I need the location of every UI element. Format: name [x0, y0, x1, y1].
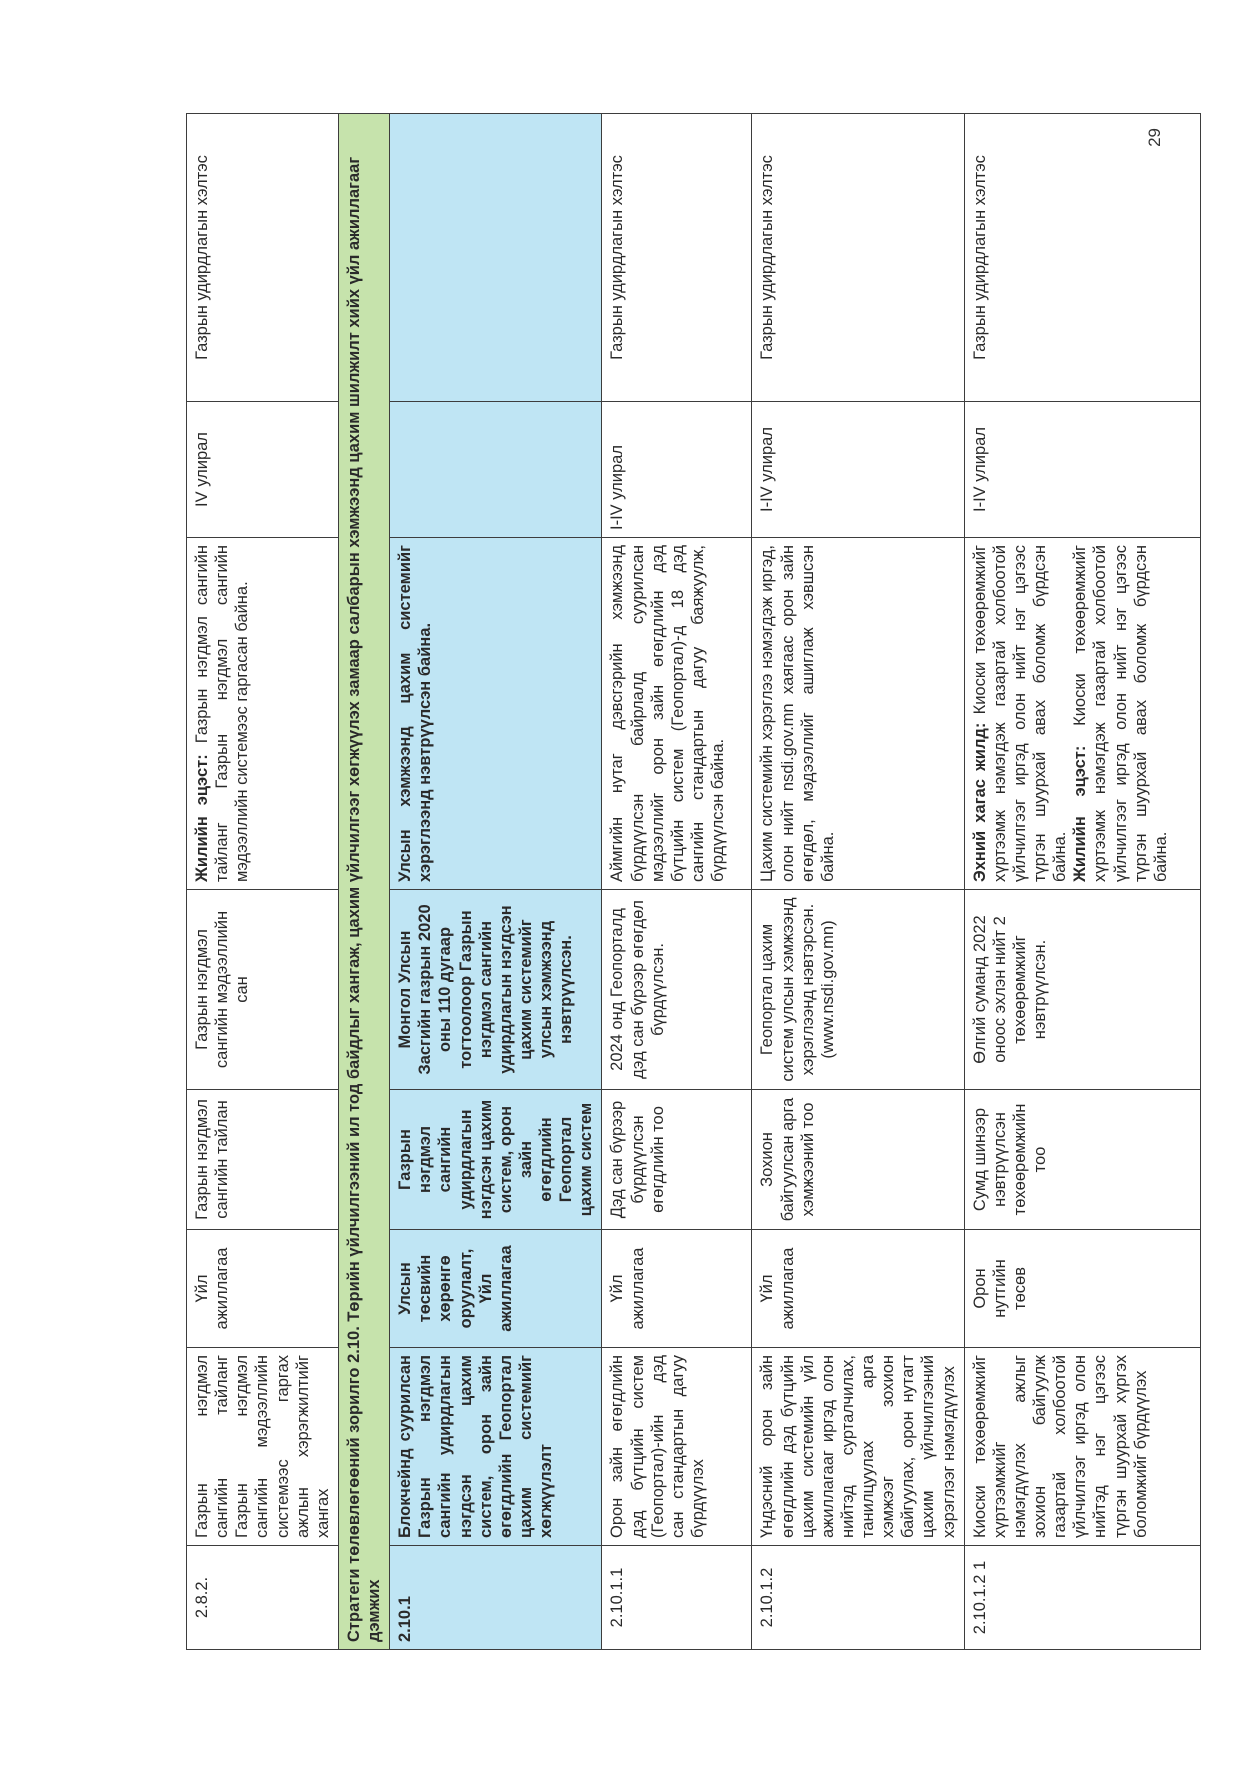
- table-row: [187, 114, 339, 1650]
- activity-cell: Блокчейнд суурилсан Газрын нэгдмэл сангийн удирдлагын нэгдсэн цахим систем, орон зайн өгөгдлийн Геопортал цахим системийг хөгжүүлэлт: [390, 1348, 602, 1546]
- activity-cell: Үндэсний орон зайн өгөгдлийн дэд бүтцийн цахим системийн үйл ажиллагааг иргэд олон нийтэд сурталчилах, танилцуулах арга хэмжээг зохион байгуулах, орон нутагт цахим үйлчилгээний хэрэглээг нэмэгдүүлэх: [752, 1348, 964, 1546]
- target-lead: Эхний хагас жилд:: [970, 722, 989, 882]
- source-cell: Орон нутгийн төсөв: [964, 1230, 1200, 1348]
- period-cell: I-IV улирал: [964, 402, 1200, 538]
- period-cell: I-IV улирал: [752, 402, 964, 538]
- goal-row: [338, 114, 389, 1650]
- action-plan-table: [186, 113, 1201, 1650]
- target-cell: Аймгийн нутаг дэвсгэрийн хэмжээнд бүрдүүлсэн байрлалд суурилсан мэдээллийг орон зайн өгөгдлийн дэд бүтцийн систем (Геопортал)-д 18 дэд сангийн стандартын дагуу баяжуулж, бүрдүүлсэн байна.: [602, 538, 752, 890]
- baseline-cell: Монгол Улсын Засгийн газрын 2020 оны 110 дугаар тогтоолоор Газрын нэгдмэл сангийн удирдлагын нэгдсэн цахим системийг улсын хэмжээнд нэвтрүүлсэн.: [390, 890, 602, 1090]
- responsible-cell: Газрын удирдлагын хэлтэс: [602, 114, 752, 402]
- source-cell: Үйл ажиллагаа: [187, 1230, 339, 1348]
- activity-cell: Орон зайн өгөгдлийн дэд бүтцийн систем (Геопортал)-ийн дэд сан стандартын дагуу бүрдүүлэх: [602, 1348, 752, 1546]
- row-id: 2.10.1.1: [602, 1546, 752, 1650]
- baseline-cell: Газрын нэгдмэл сангийн мэдээллийн сан: [187, 890, 339, 1090]
- period-cell: IV улирал: [187, 402, 339, 538]
- table-row: [964, 114, 1200, 1650]
- source-cell: Үйл ажиллагаа: [752, 1230, 964, 1348]
- target-cell: Цахим системийн хэрэглээ нэмэгдэж иргэд, олон нийт nsdi.gov.mn хаягаас орон зайн өгөгдөл, мэдээллийг ашиглаж хэвшсэн байна.: [752, 538, 964, 890]
- indicator-cell: Газрын нэгдмэл сангийн тайлан: [187, 1090, 339, 1230]
- row-id: 2.10.1: [390, 1546, 602, 1650]
- responsible-cell: Газрын удирдлагын хэлтэс: [752, 114, 964, 402]
- indicator-cell: Зохион байгуулсан арга хэмжээний тоо: [752, 1090, 964, 1230]
- target-lead: Жилийн эцэст:: [193, 754, 211, 882]
- baseline-cell: 2024 онд Геопорталд дэд сан бүрээр өгөгдөл бүрдүүлсэн.: [602, 890, 752, 1090]
- target-text: Газрын нэгдмэл сангийн тайланг Газрын нэгдмэл сангийн мэдээллийн системээс гаргасан байна.: [193, 545, 252, 882]
- rotated-page-content: [186, 114, 1240, 1650]
- row-id: 2.10.1.2 1: [964, 1546, 1200, 1650]
- goal-text: Стратеги төлөвлөгөөний зорилго 2.10. Төрийн үйлчилгээний ил тод байдлыг хангаж, цахим үйлчилгээг хөгжүүлэх замаар салбарын хэмжээнд цахим шилжилт хийх үйл ажиллагааг дэмжих: [338, 114, 389, 1650]
- row-id: 2.8.2.: [187, 1546, 339, 1650]
- table-row: [752, 114, 964, 1650]
- target-cell: [964, 538, 1200, 890]
- target-text: Киоски төхөөрөмжийг хүртээмж нэмэгдэж газартай холбоотой үйлчилгээг иргэд олон нийт нэг цэгээс түргэн шуурхай авах боломж бүрдсэн байна.: [970, 545, 1070, 882]
- highlight-row: [390, 114, 602, 1650]
- target-text-2: Киоски төхөөрөмжийг хүртээмж нэмэгдэж газартай холбоотой үйлчилгээг иргэд олон нийт нэг цэгээс түргэн шуурхай авах боломж бүрдсэн байна.: [1071, 545, 1170, 882]
- source-cell: Үйл ажиллагаа: [602, 1230, 752, 1348]
- period-cell: [390, 402, 602, 538]
- target-lead-2: Жилийн эцэст:: [1071, 745, 1090, 882]
- responsible-cell: Газрын удирдлагын хэлтэс: [964, 114, 1200, 402]
- source-cell: Улсын төсвийн хөрөнгө оруулалт, Үйл ажиллагаа: [390, 1230, 602, 1348]
- responsible-cell: [390, 114, 602, 402]
- table-row: [602, 114, 752, 1650]
- indicator-cell: Сумд шинээр нэвтрүүлсэн төхөөрөмжийн тоо: [964, 1090, 1200, 1230]
- baseline-cell: Геопортал цахим систем улсын хэмжээнд хэрэглээнд нэвтэрсэн. (www.nsdi.gov.mn): [752, 890, 964, 1090]
- activity-cell: Газрын нэгдмэл сангийн тайланг Газрын нэгдмэл сангийн мэдээллийн системээс гаргах ажлын хэрэгжилтийг хангах: [187, 1348, 339, 1546]
- page-number: 29: [1145, 128, 1164, 147]
- activity-cell: Киоски төхөөрөмжийг хүртээмжийг нэмэгдүүлэх ажлыг зохион байгуулж газартай холбоотой үйлчилгээг иргэд олон нийтэд нэг цэгээс түргэн шуурхай хүргэх боломжийг бүрдүүлэх: [964, 1348, 1200, 1546]
- indicator-cell: Газрын нэгдмэл сангийн удирдлагын нэгдсэн цахим систем, орон зайн өгөгдлийн Геопортал цахим систем: [390, 1090, 602, 1230]
- target-cell: Улсын хэмжээнд цахим системийг хэрэглээнд нэвтрүүлсэн байна.: [390, 538, 602, 890]
- row-id: 2.10.1.2: [752, 1546, 964, 1650]
- indicator-cell: Дэд сан бүрээр бүрдүүлсэн өгөгдлийн тоо: [602, 1090, 752, 1230]
- baseline-cell: Өлгий суманд 2022 оноос эхлэн нийт 2 төхөөрөмжийг нэвтрүүлсэн.: [964, 890, 1200, 1090]
- responsible-cell: Газрын удирдлагын хэлтэс: [187, 114, 339, 402]
- period-cell: I-IV улирал: [602, 402, 752, 538]
- target-cell: [187, 538, 339, 890]
